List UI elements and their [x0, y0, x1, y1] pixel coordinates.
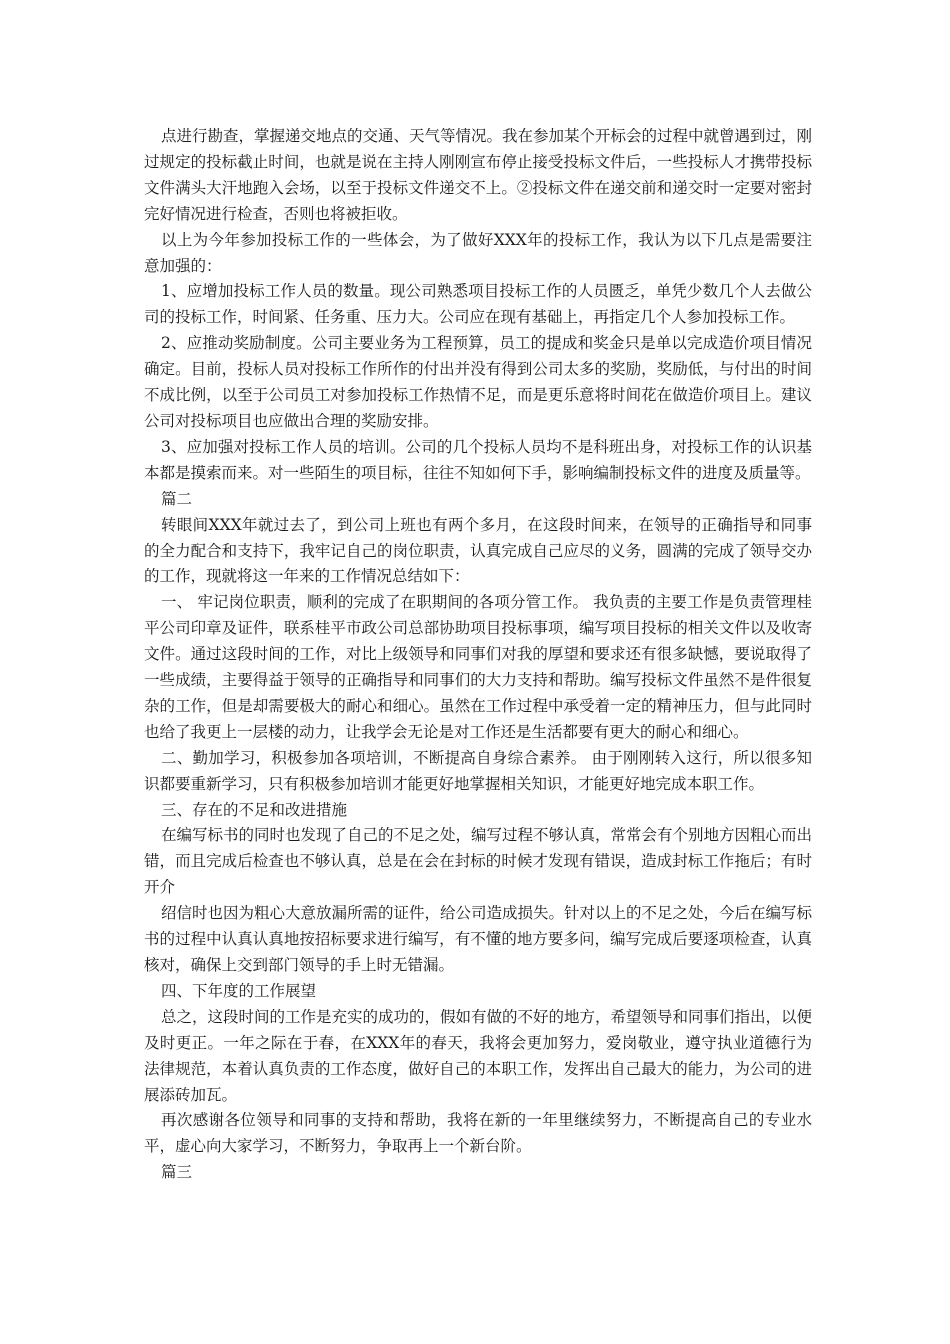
paragraph: 绍信时也因为粗心大意放漏所需的证件，给公司造成损失。针对以上的不足之处，今后在编写标书的过程中认真认真地按招标要求进行编写，有不懂的地方要多问，编写完成后要逐项检查，认真核对，确保上交到部门领导的手上时无错漏。 [144, 904, 813, 974]
paragraph: 一、 牢记岗位职责，顺利的完成了在职期间的各项分管工作。 我负责的主要工作是负责管理桂平公司印章及证件，联系桂平市政公司总部协助项目投标事项，编写项目投标的相关文件以及收寄文件。通过这段时间的工作，对比上级领导和同事们对我的厚望和要求还有很多缺憾，要说取得了一些成绩，主要得益于领导的正确指导和同事们的大力支持和帮助。编写投标文件虽然不是件很复杂的工作，但是却需要极大的耐心和细心。虽然在工作过程中承受着一定的精神压力，但与此同时也给了我更上一层楼的动力，让我学会无论是对工作还是生活都要有更大的耐心和细心。 [144, 593, 812, 741]
paragraph: 2、应推动奖励制度。公司主要业务为工程预算，员工的提成和奖金只是单以完成造价项目情况确定。目前，投标人员对投标工作所作的付出并没有得到公司太多的奖励，奖励低，与付出的时间不成比例，以至于公司员工对参加投标工作热情不足，而是更乐意将时间花在做造价项目上。建议公司对投标项目也应做出合理的奖励安排。 [144, 334, 812, 430]
section-heading: 三、存在的不足和改进措施 [161, 800, 348, 819]
paragraph: 再次感谢各位领导和同事的支持和帮助，我将在新的一年里继续努力，不断提高自己的专业水平，虚心向大家学习，不断努力，争取再上一个新台阶。 [144, 1111, 812, 1156]
section-heading: 篇二 [161, 489, 193, 508]
section-heading: 四、下年度的工作展望 [161, 981, 317, 1000]
paragraph: 转眼间XXX年就过去了，到公司上班也有两个多月，在这段时间来，在领导的正确指导和同事的全力配合和支持下，我牢记自己的岗位职责，认真完成自己应尽的义务，圆满的完成了领导交办的工作，现就将这一年来的工作情况总结如下： [144, 515, 812, 586]
paragraph: 二、勤加学习，积极参加各项培训，不断提高自身综合素养。 由于刚刚转入这行，所以很多知识都要重新学习，只有积极参加培训才能更好地掌握相关知识，才能更好地完成本职工作。 [144, 748, 812, 793]
document-body [144, 124, 812, 1186]
paragraph: 在编写标书的同时也发现了自己的不足之处，编写过程不够认真，常常会有个别地方因粗心而出错，而且完成后检查也不够认真，总是在会在封标的时候才发现有错误，造成封标工作拖后；有时开介 [144, 826, 813, 897]
paragraph: 点进行勘查，掌握递交地点的交通、天气等情况。我在参加某个开标会的过程中就曾遇到过，刚过规定的投标截止时间，也就是说在主持人刚刚宣布停止接受投标文件后，一些投标人才携带投标文件满头大汗地跑入会场，以至于投标文件递交不上。②投标文件在递交前和递交时一定要对密封完好情况进行检查，否则也将被拒收。 [144, 127, 813, 223]
paragraph: 1、应增加投标工作人员的数量。现公司熟悉项目投标工作的人员匮乏，单凭少数几个人去做公司的投标工作，时间紧、任务重、压力大。公司应在现有基础上，再指定几个人参加投标工作。 [144, 282, 812, 327]
paragraph: 以上为今年参加投标工作的一些体会，为了做好XXX年的投标工作，我认为以下几点是需要注意加强的： [144, 230, 812, 275]
paragraph: 总之，这段时间的工作是充实的成功的，假如有做的不好的地方，希望领导和同事们指出，以便及时更正。一年之际在于春，在XXX年的春天，我将会更加努力，爱岗敬业，遵守执业道德行为法律规范，本着认真负责的工作态度，做好自己的本职工作，发挥出自己最大的能力，为公司的进展添砖加瓦。 [144, 1007, 813, 1104]
paragraph: 3、应加强对投标工作人员的培训。公司的几个投标人员均不是科班出身，对投标工作的认识基本都是摸索而来。对一些陌生的项目标，往往不知如何下手，影响编制投标文件的进度及质量等。 [144, 437, 812, 482]
section-heading: 篇三 [161, 1163, 193, 1182]
